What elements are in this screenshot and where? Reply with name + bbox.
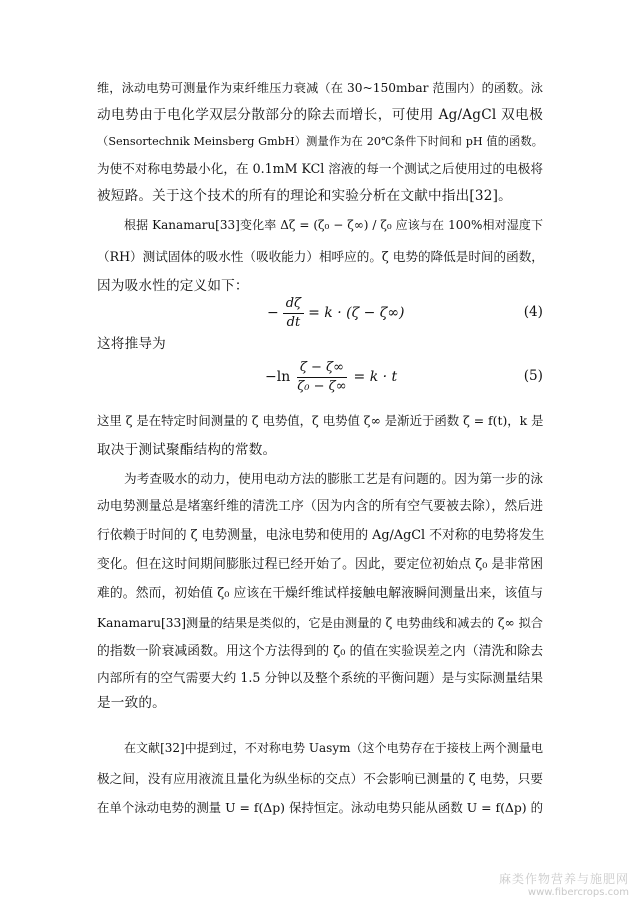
- text-line: 维，泳动电势可测量作为束纤维压力衰减（在 30~150mbar 范围内）的函数。泳: [97, 81, 543, 95]
- equation-rhs: = k · t: [353, 369, 398, 385]
- text-line: 因为吸水性的定义如下：: [97, 278, 249, 294]
- text-line: 难的。然而，初始值 ζ₀ 应该在干燥纤维试样接触电解液瞬间测量出来，该值与: [97, 586, 543, 601]
- text-line: 动电势由于电化学双层分散部分的除去而增长，可使用 Ag/AgCl 双电极: [97, 107, 543, 123]
- fraction-denominator: ζ₀ − ζ∞: [297, 378, 347, 394]
- fraction-numerator: dζ: [283, 296, 304, 314]
- text-line: 极之间，没有应用液流且量化为纵坐标的交点）不会影响已测量的 ζ 电势，只要: [97, 771, 543, 786]
- equation-4: [97, 291, 543, 335]
- text-line: 为考查吸水的动力，使用电动方法的膨胀工艺是有问题的。因为第一步的泳: [124, 471, 543, 486]
- equation-lhs: −ln: [265, 369, 291, 385]
- text-line: （RH）测试固体的吸水性（吸收能力）相呼应的。ζ 电势的降低是时间的函数，: [97, 249, 544, 264]
- text-line: 内部所有的空气需要大约 1.5 分钟以及整个系统的平衡问题）是与实际测量结果: [97, 670, 543, 685]
- text-line: 变化。但在这时间期间膨胀过程已经开始了。因此，要定位初始点 ζ₀ 是非常困: [97, 557, 543, 572]
- text-line: 被短路。关于这个技术的所有的理论和实验分析在文献中指出[32]。: [97, 188, 512, 204]
- text-line: 取决于测试聚酯结构的常数。: [97, 442, 277, 458]
- text-line: 为使不对称电势最小化，在 0.1mM KCl 溶液的每一个测试之后使用过的电极将: [97, 161, 543, 176]
- fraction-numerator: ζ − ζ∞: [297, 360, 347, 378]
- equation-minus: −: [267, 305, 279, 321]
- equation-fraction: [283, 296, 304, 331]
- text-line: 的指数一阶衰减函数。用这个方法得到的 ζ₀ 的值在实验误差之内（清洗和除去: [97, 644, 543, 659]
- text-line: 动电势测量总是堵塞纤维的清洗工序（因为内含的所有空气要被去除），然后进: [97, 499, 543, 514]
- text-line: 行依赖于时间的 ζ 电势测量，电泳电势和使用的 Ag/AgCl 不对称的电势将发生: [97, 528, 545, 543]
- text-line: Kanamaru[33]测量的结果是类似的，它是由测量的 ζ 电势曲线和减去的 ζ∞ 拟合: [97, 616, 543, 630]
- watermark-url: www.fibercrops.com: [527, 887, 629, 898]
- equation-5: [97, 355, 543, 399]
- text-line: 根据 Kanamaru[33]变化率 Δζ = (ζ₀ − ζ∞) / ζ₀ 应该与在 100%相对湿度下: [124, 218, 543, 232]
- text-line: 在文献[32]中提到过，不对称电势 Uasym（这个电势存在于接枝上两个测量电: [124, 741, 543, 755]
- text-line: 这将推导为: [97, 336, 166, 352]
- text-line: 是一致的。: [97, 695, 166, 711]
- fraction-denominator: dt: [286, 314, 301, 330]
- text-line: 在单个泳动电势的测量 U = f(Δp) 保持恒定。泳动电势只能从函数 U = f(Δp) 的: [97, 800, 543, 815]
- watermark-title: 麻类作物营养与施肥网: [498, 872, 629, 886]
- equation-rhs: = k · (ζ − ζ∞): [308, 305, 405, 321]
- site-watermark: [499, 873, 629, 899]
- text-line: 这里 ζ 是在特定时间测量的 ζ 电势值，ζ 电势值 ζ∞ 是渐近于函数 ζ = f(t)，k 是: [97, 413, 544, 428]
- equation-fraction: [294, 360, 349, 395]
- equation-number: (5): [523, 368, 543, 384]
- equation-number: (4): [523, 304, 543, 320]
- text-line: （Sensortechnik Meinsberg GmbH）测量作为在 20℃条件下时间和 pH 值的函数。: [97, 135, 543, 148]
